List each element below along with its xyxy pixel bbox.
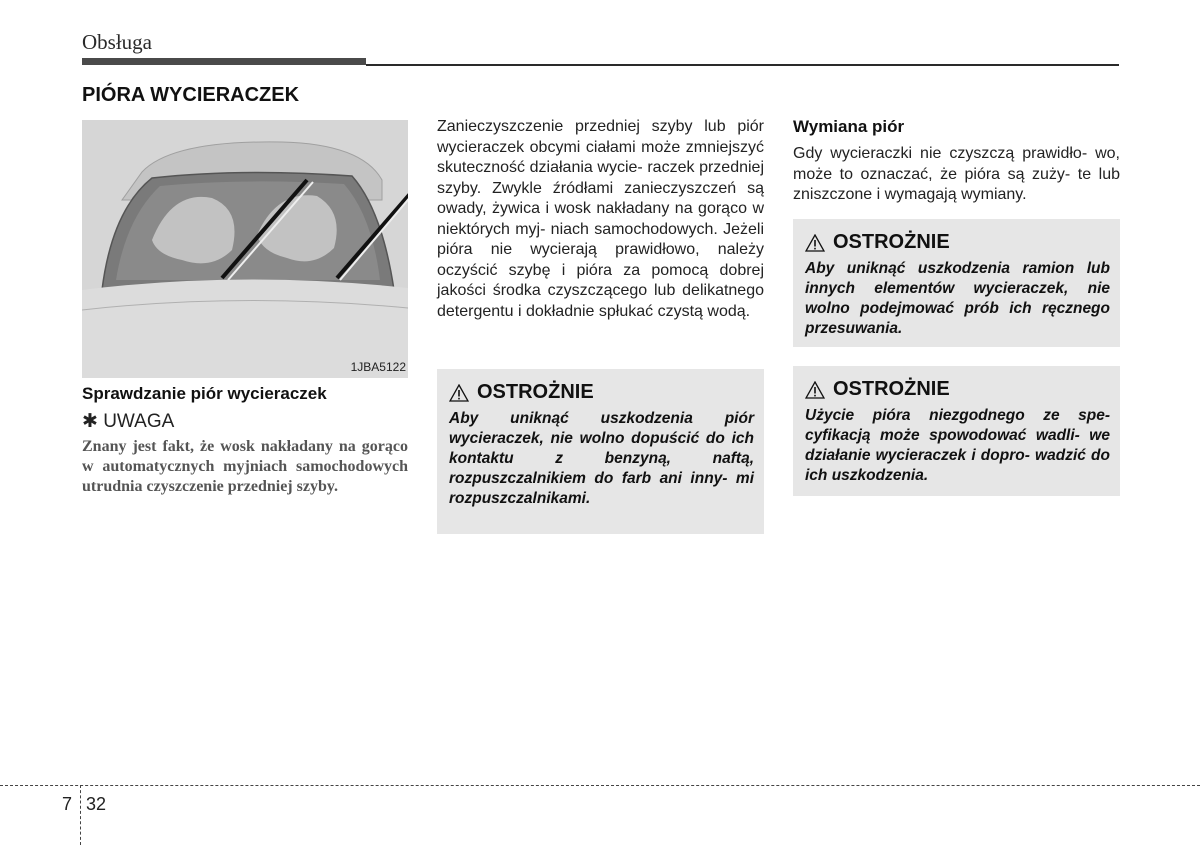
note-text: Znany jest fakt, że wosk nakładany na gorąco w automatycznych myjniach samochodowych utrudnia czyszczenie przedniej szyby. <box>82 438 408 495</box>
figure-code: 1JBA5122 <box>350 360 406 374</box>
subheading-replacing-blades: Wymiana piór <box>793 117 905 136</box>
caution-header <box>449 381 594 404</box>
caution-title: OSTROŻNIE <box>477 381 594 403</box>
subheading-checking-blades: Sprawdzanie piór wycieraczek <box>82 384 327 403</box>
caution-title: OSTROŻNIE <box>833 378 950 400</box>
warning-triangle-icon <box>449 384 469 402</box>
header-rule-thin <box>366 64 1119 66</box>
body-paragraph: Zanieczyszczenie przedniej szyby lub piór wycieraczek obcymi ciałami może zmniejszyć skuteczność działania wycie- raczek przedniej szyby. Zwykle źródłami zanieczyszczeń są owady, żywica i wosk nakładany na gorąco w niektórych myj- niach samochodowych. Jeżeli pióra nie wycierają prawidłowo, należy oczyścić szybę i pióra za pomocą dobrej jakości środka czyszczącego lub delikatnego detergentu i dokładnie spłukać czystą wodą. <box>437 118 764 320</box>
caution-text: Użycie pióra niezgodnego ze spe- cyfikacją może spowodować wadli- we działanie wycieraczek i dopro- wadzić do ich uszkodzenia. <box>805 407 1110 484</box>
note-title: ✱ UWAGA <box>82 411 175 432</box>
page-number: 32 <box>86 794 107 814</box>
caution-header <box>805 231 950 254</box>
windshield-illustration <box>82 120 408 378</box>
caution-box-arms <box>793 219 1120 347</box>
caution-box-specification <box>793 366 1120 496</box>
footer-divider <box>0 785 1200 786</box>
caution-title: OSTROŻNIE <box>833 231 950 253</box>
replacement-paragraph: Gdy wycieraczki nie czyszczą prawidło- wo, może to oznaczać, że pióra są zuży- te lub zniszczone i wymagają wymiany. <box>793 145 1120 203</box>
warning-triangle-icon <box>805 234 825 252</box>
section-heading: PIÓRA WYCIERACZEK <box>82 84 300 106</box>
windshield-drawing <box>82 120 408 378</box>
chapter-number: 7 <box>62 794 73 814</box>
caution-header <box>805 378 950 401</box>
caution-box-blades <box>437 369 764 534</box>
page-header-title: Obsługa <box>82 30 152 54</box>
warning-triangle-icon <box>805 381 825 399</box>
caution-text: Aby uniknąć uszkodzenia ramion lub innych elementów wycieraczek, nie wolno podejmować prób ich ręcznego przesuwania. <box>805 260 1110 337</box>
header-rule-thick <box>82 58 366 65</box>
footer-vertical-divider <box>80 785 81 845</box>
caution-text: Aby uniknąć uszkodzenia piór wycieraczek, nie wolno dopuścić do ich kontaktu z benzyną, naftą, rozpuszczalnikiem do farb ani inny- mi rozpuszczalnikami. <box>449 410 754 507</box>
